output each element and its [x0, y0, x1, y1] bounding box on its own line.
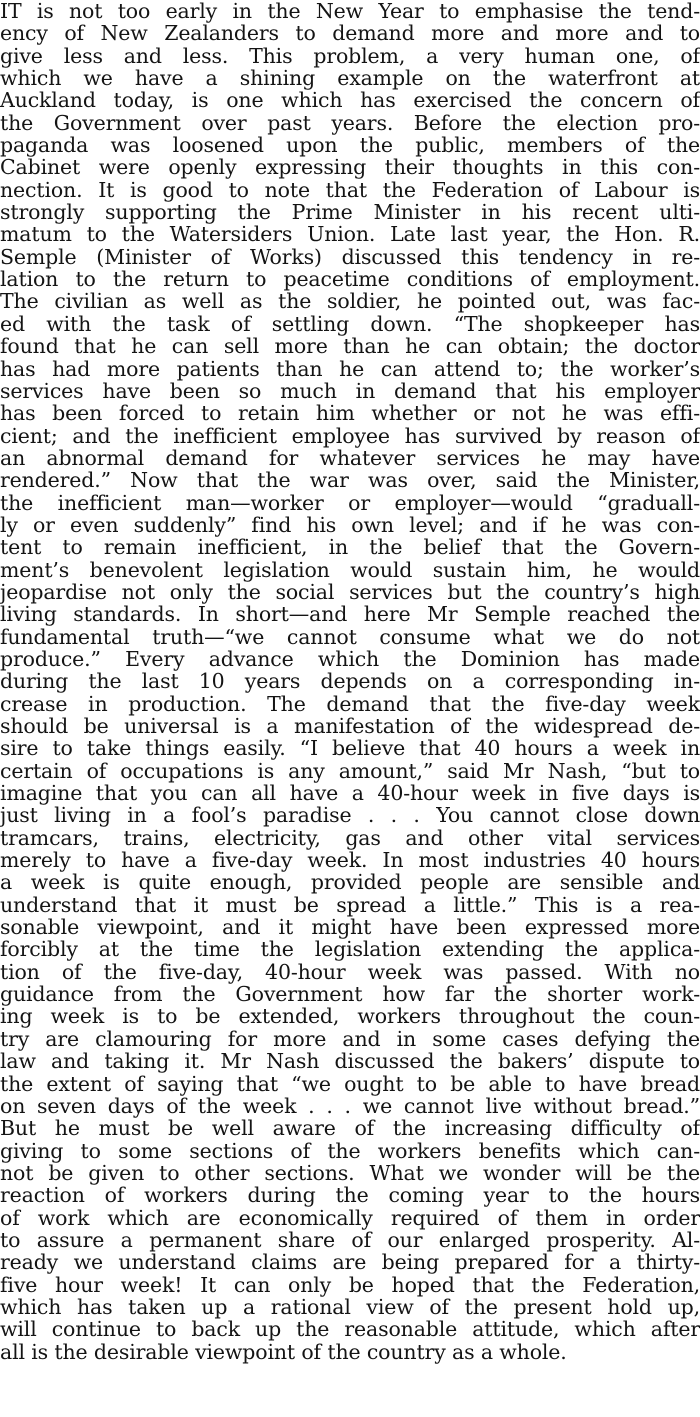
article-line: fundamental truth—“we cannot consume what we do not — [0, 624, 700, 649]
article-line: not be given to other sections. What we wonder will be the — [0, 1160, 700, 1185]
article-line: The civilian as well as the soldier, he pointed out, was fac- — [0, 289, 700, 314]
article-line: merely to have a five-day week. In most industries 40 hours — [0, 848, 700, 873]
article-line: produce.” Every advance which the Dominion has made — [0, 646, 700, 671]
article-line: jeopardise not only the social services but the country’s high — [0, 579, 700, 604]
article-line: Cabinet were openly expressing their thoughts in this con- — [0, 155, 700, 180]
article-line: has been forced to retain him whether or not he was effi- — [0, 401, 700, 426]
article-line: But he must be well aware of the increasing difficulty of — [0, 1116, 700, 1141]
article-line: lation to the return to peacetime conditions of employment. — [0, 267, 700, 292]
article-line: services have been so much in demand that his employer — [0, 378, 700, 403]
article-line: understand that it must be spread a little.” This is a rea- — [0, 892, 700, 917]
article-line: sire to take things easily. “I believe that 40 hours a week in — [0, 736, 700, 761]
article-line: certain of occupations is any amount,” said Mr Nash, “but to — [0, 758, 700, 783]
article-line: Auckland today, is one which has exercised the concern of — [0, 88, 700, 113]
article-line: crease in production. The demand that the five-day week — [0, 691, 700, 716]
article-line: has had more patients than he can attend to; the worker’s — [0, 356, 700, 381]
article-line: ency of New Zealanders to demand more and more and to — [0, 21, 700, 46]
article-line: a week is quite enough, provided people are sensible and — [0, 870, 700, 895]
article-line: should be universal is a manifestation of the widespread de- — [0, 714, 700, 738]
article-line: the Government over past years. Before the election pro- — [0, 110, 700, 135]
article-line: imagine that you can all have a 40-hour week in five days is — [0, 781, 700, 806]
article-line: five hour week! It can only be hoped that the Federation, — [0, 1272, 700, 1297]
article-line: found that he can sell more than he can obtain; the doctor — [0, 334, 700, 359]
article-line: on seven days of the week . . . we cannot live without bread.” — [0, 1093, 700, 1118]
article-line: to assure a permanent share of our enlarged prosperity. Al- — [0, 1227, 700, 1252]
article-line: tent to remain inefficient, in the belief that the Govern- — [0, 535, 700, 560]
article-line: Semple (Minister of Works) discussed this tendency in re- — [0, 244, 700, 269]
article-line: tramcars, trains, electricity, gas and other vital services — [0, 825, 700, 850]
article-line: the inefficient man—worker or employer—would “graduall- — [0, 490, 700, 515]
article-line: ed with the task of settling down. “The shopkeeper has — [0, 311, 700, 336]
article-line: during the last 10 years depends on a corresponding in- — [0, 669, 700, 694]
article-line: all is the desirable viewpoint of the country as a whole. — [0, 1339, 567, 1364]
article-line: will continue to back up the reasonable attitude, which after — [0, 1317, 700, 1342]
article-line: IT is not too early in the New Year to emphasise the tend- — [0, 0, 700, 23]
article-line: matum to the Watersiders Union. Late last year, the Hon. R. — [0, 222, 700, 247]
article-line: the extent of saying that “we ought to be able to have bread — [0, 1071, 700, 1096]
article-line: paganda was loosened upon the public, members of the — [0, 133, 700, 158]
article-line: rendered.” Now that the war was over, said the Minister, — [0, 468, 700, 493]
article-line: ing week is to be extended, workers throughout the coun- — [0, 1004, 700, 1029]
article-line: which we have a shining example on the waterfront at — [0, 66, 700, 91]
article-line: an abnormal demand for whatever services he may have — [0, 445, 700, 470]
article-line: ment’s benevolent legislation would sustain him, he would — [0, 557, 700, 582]
article-line: strongly supporting the Prime Minister in his recent ulti- — [0, 200, 700, 225]
article-line: cient; and the inefficient employee has survived by reason of — [0, 423, 700, 448]
article-line: ly or even suddenly” find his own level; and if he was con- — [0, 512, 700, 537]
article-line: ready we understand claims are being prepared for a thirty- — [0, 1250, 700, 1275]
article-line: try are clamouring for more and in some cases defying the — [0, 1026, 700, 1051]
article-line: living standards. In short—and here Mr Semple reached the — [0, 602, 700, 627]
article-line: reaction of workers during the coming year to the hours — [0, 1183, 700, 1208]
article-line: forcibly at the time the legislation extending the applica- — [0, 937, 700, 962]
article-line: of work which are economically required of them in order — [0, 1205, 700, 1230]
article-line: just living in a fool’s paradise . . . You cannot close down — [0, 803, 700, 828]
article-line: guidance from the Government how far the shorter work- — [0, 982, 700, 1007]
article-line: sonable viewpoint, and it might have been expressed more — [0, 915, 700, 940]
article-line: nection. It is good to note that the Federation of Labour is — [0, 177, 700, 202]
article-line: which has taken up a rational view of the present hold up, — [0, 1294, 700, 1319]
article-line: give less and less. This problem, a very human one, of — [0, 43, 700, 68]
article-line: giving to some sections of the workers benefits which can- — [0, 1138, 700, 1163]
article-line: tion of the five-day, 40-hour week was passed. With no — [0, 959, 700, 984]
article-line: law and taking it. Mr Nash discussed the bakers’ dispute to — [0, 1049, 700, 1074]
